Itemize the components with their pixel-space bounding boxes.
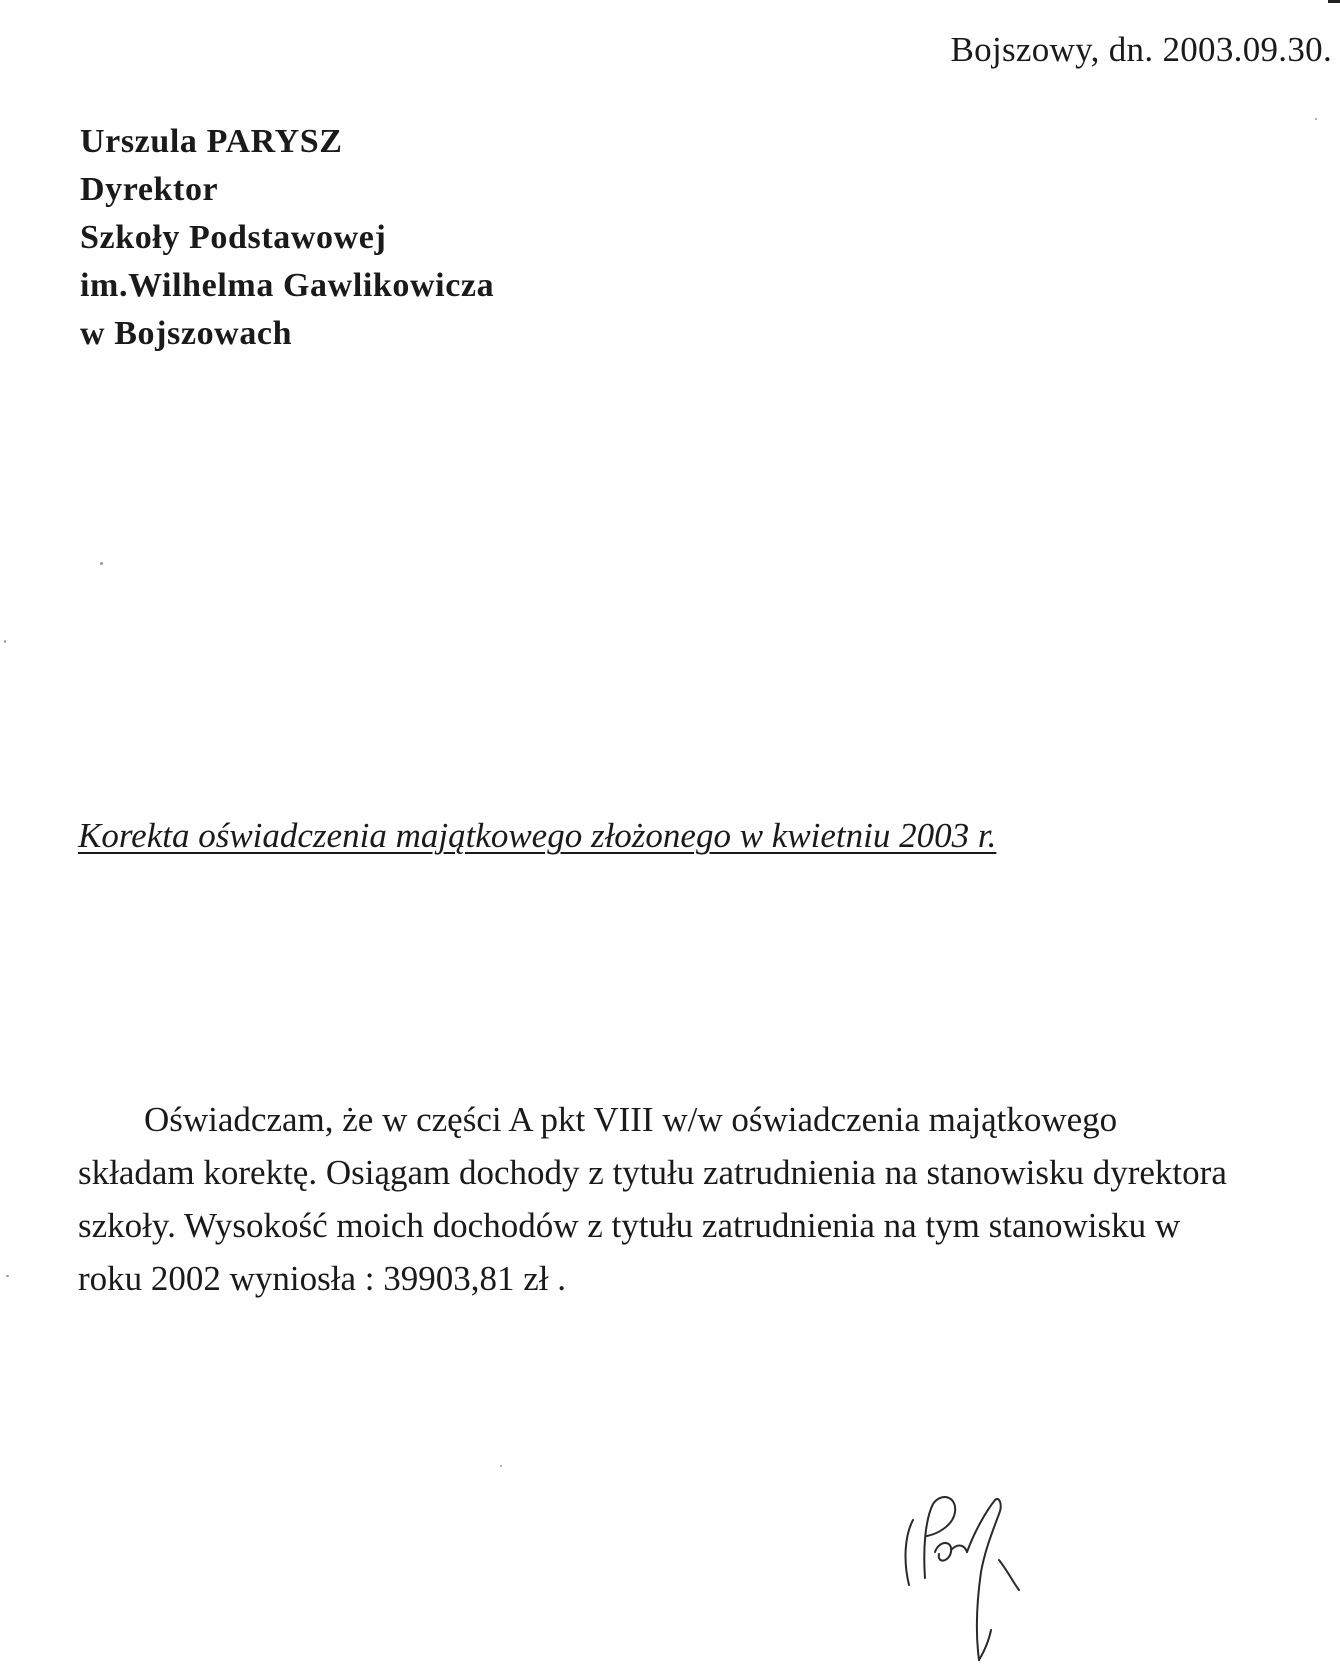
sender-block — [80, 118, 494, 358]
body-line: roku 2002 wyniosła : 39903,81 zł . — [78, 1259, 567, 1298]
sender-name: Urszula PARYSZ — [80, 123, 343, 160]
body-line: szkoły. Wysokość moich dochodów z tytułu zatrudnienia na tym stanowisku w — [78, 1206, 1181, 1245]
handwritten-signature-icon — [895, 1490, 1095, 1665]
body-line: składam korektę. Osiągam dochody z tytułu zatrudnienia na stanowisku dyrektora — [78, 1153, 1227, 1192]
place-date: Bojszowy, dn. 2003.09.30. — [950, 30, 1332, 69]
scan-speck — [1315, 118, 1317, 120]
scan-speck — [6, 1275, 9, 1277]
sender-institution-line2: im.Wilhelma Gawlikowicza — [80, 267, 495, 304]
sender-location: w Bojszowach — [80, 315, 293, 352]
sender-position: Dyrektor — [80, 171, 219, 208]
body-line: Oświadczam, że w części A pkt VIII w/w oświadczenia majątkowego — [144, 1100, 1118, 1139]
subject-line: Korekta oświadczenia majątkowego złożonego w kwietniu 2003 r. — [78, 816, 997, 855]
scan-speck — [4, 640, 6, 643]
sender-institution-line1: Szkoły Podstawowej — [80, 219, 387, 256]
scan-speck — [500, 1465, 502, 1467]
body-paragraph — [78, 1093, 1340, 1305]
scan-speck — [100, 562, 103, 565]
scan-edge-mark — [1328, 0, 1340, 3]
